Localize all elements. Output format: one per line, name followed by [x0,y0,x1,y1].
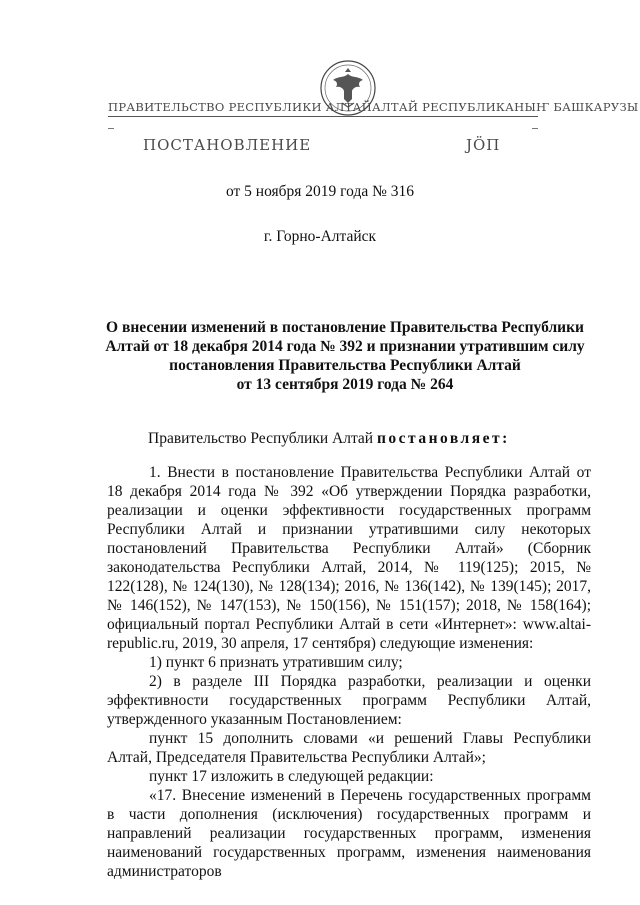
paragraph: 2) в разделе III Порядка разработки, реализации и оценки эффективности государственных программ Республики Алтай, утвержденного указанным Постановлением: [107,673,591,728]
document-body [107,463,591,881]
title-line: Алтай от 18 декабря 2014 года № 392 и признании утратившим силу [105,338,585,355]
doc-kind-ru: ПОСТАНОВЛЕНИЕ [143,136,312,154]
title-line: от 13 сентября 2019 года № 264 [236,376,454,393]
preamble [148,430,510,448]
document-title [100,318,590,394]
title-line: О внесении изменений в постановление Правительства Республики [106,319,584,336]
corner-mark-left [108,128,114,129]
paragraph: пункт 15 дополнить словами «и решений Главы Республики Алтай, Председателя Правительства Республики Алтай»; [107,730,591,766]
city: г. Горно-Алтайск [263,228,377,245]
paragraph: «17. Внесение изменений в Перечень государственных программ в части дополнения (исключения) государственных программ и направлений реализации государственных программ, изменения наименований государственных программ, изменения наименования администраторов [107,787,591,880]
header-divider [108,116,538,117]
paragraph: 1) пункт 6 признать утратившим силу; [149,654,403,671]
government-name-alt: АЛТАЙ РЕСПУБЛИКАНЫҤ БАШКАРУЗЫ [372,100,639,114]
title-line: постановления Правительства Республики Алтай [169,357,521,374]
decree-word: постановляет: [376,430,510,447]
date-and-number: от 5 ноября 2019 года № 316 [225,183,415,200]
doc-kind-alt: ЈӦП [466,136,501,154]
preamble-text: Правительство Республики Алтай [148,430,374,447]
government-name-ru: ПРАВИТЕЛЬСТВО РЕСПУБЛИКИ АЛТАЙ [108,100,373,114]
corner-mark-right [532,128,538,129]
paragraph: 1. Внести в постановление Правительства Республики Алтай от 18 декабря 2014 года № 392 «Об утверждении Порядка разработки, реализации и оценки эффективности государственных программ Республики Алтай и признании утратившими силу некоторых постановлений Правительства Республики Алтай» (Сборник законодательства Республики Алтай, 2014, № 119(125); 2015, № 122(128), № 124(130), № 128(134); 2016, № 136(142), № 139(145); 2017, № 146(152), № 147(153), № 150(156), № 151(157); 2018, № 158(164); официальный портал Республики Алтай в сети «Интернет»: www.altai-republic.ru, 2019, 30 апреля, 17 сентября) следующие изменения: [107,464,591,652]
paragraph: пункт 17 изложить в следующей редакции: [149,768,434,785]
